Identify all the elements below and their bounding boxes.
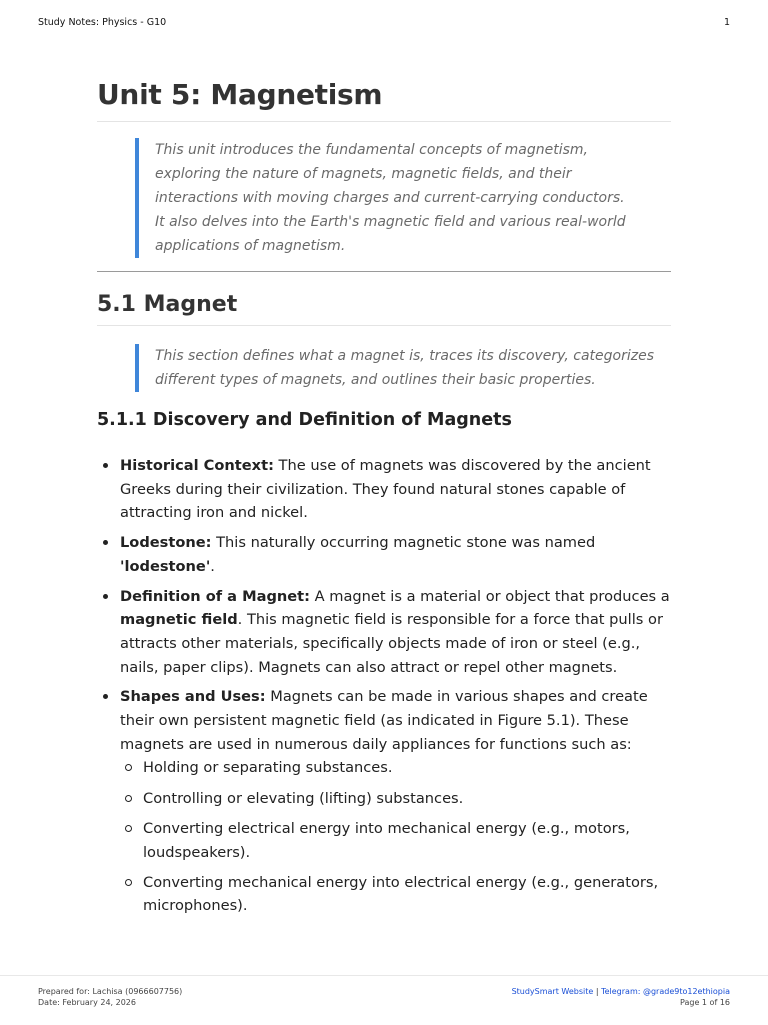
subsection-title: 5.1.1 Discovery and Definition of Magnets — [97, 410, 512, 430]
sub-list — [120, 756, 671, 918]
page-footer — [0, 975, 768, 1025]
item-label: Definition of a Magnet: — [120, 587, 310, 605]
page-count: Page 1 of 16 — [680, 998, 730, 1007]
item-text-after: . This magnetic field is responsible for a force that pulls or attracts other materials, specifically objects made of iron or steel (e.g., nails, paper clips). Magnets can also attract or repel other magnets. — [120, 611, 663, 676]
footer-right — [512, 986, 730, 1008]
list-item — [97, 585, 671, 680]
item-label: Lodestone: — [120, 534, 212, 552]
header-page-number: 1 — [723, 17, 730, 28]
website-link[interactable]: StudySmart Website — [511, 987, 594, 996]
item-text: Magnets can be made in various shapes and create their own persistent magnetic field (as indicated in Figure 5.1). These magnets are used in numerous daily appliances for functions such as: — [120, 688, 648, 753]
item-label: Historical Context: — [120, 457, 274, 474]
unit-intro-quote: This unit introduces the fundamental concepts of magnetism, exploring the nature of magnets, magnetic fields, and their interactions with moving charges and current-carrying conductors. It also delves into the Earth's magnetic field and various real-world applications of magnetism. — [135, 138, 633, 258]
prepared-for: Prepared for: Lachisa (0966607756) — [38, 987, 183, 996]
unit-title: Unit 5: Magnetism — [97, 78, 671, 122]
item-text: The use of magnets was discovered by the ancient Greeks during their civilization. They found natural stones capable of attracting iron and nickel. — [120, 457, 651, 522]
section-divider — [97, 271, 671, 272]
list-item — [97, 531, 671, 578]
item-label: Shapes and Uses: — [120, 688, 266, 706]
list-item — [97, 685, 671, 918]
list-item — [97, 454, 671, 525]
header-title: Study Notes: Physics - G10 — [38, 17, 167, 28]
sub-list-item: Converting electrical energy into mechanical energy (e.g., motors, loudspeakers). — [120, 817, 671, 864]
item-emphasis: 'lodestone' — [120, 557, 211, 575]
telegram-link[interactable]: Telegram: @grade9to12ethiopia — [601, 987, 730, 996]
sub-list-item: Converting mechanical energy into electrical energy (e.g., generators, microphones). — [120, 871, 671, 918]
footer-left — [38, 986, 182, 1008]
sub-list-item: Controlling or elevating (lifting) substances. — [120, 787, 671, 811]
link-separator: | — [593, 987, 602, 996]
page-header — [38, 17, 730, 31]
item-text: A magnet is a material or object that produces a — [310, 587, 670, 605]
footer-date: Date: February 24, 2026 — [38, 998, 136, 1007]
item-text-after: . — [210, 557, 215, 575]
bullet-list — [97, 454, 671, 925]
item-emphasis: magnetic field — [120, 611, 238, 629]
item-text: This naturally occurring magnetic stone was named — [211, 534, 596, 552]
section-title: 5.1 Magnet — [97, 292, 671, 326]
sub-list-item: Holding or separating substances. — [120, 756, 671, 780]
section-intro-quote: This section defines what a magnet is, traces its discovery, categorizes different types of magnets, and outlines their basic properties. — [135, 344, 655, 392]
